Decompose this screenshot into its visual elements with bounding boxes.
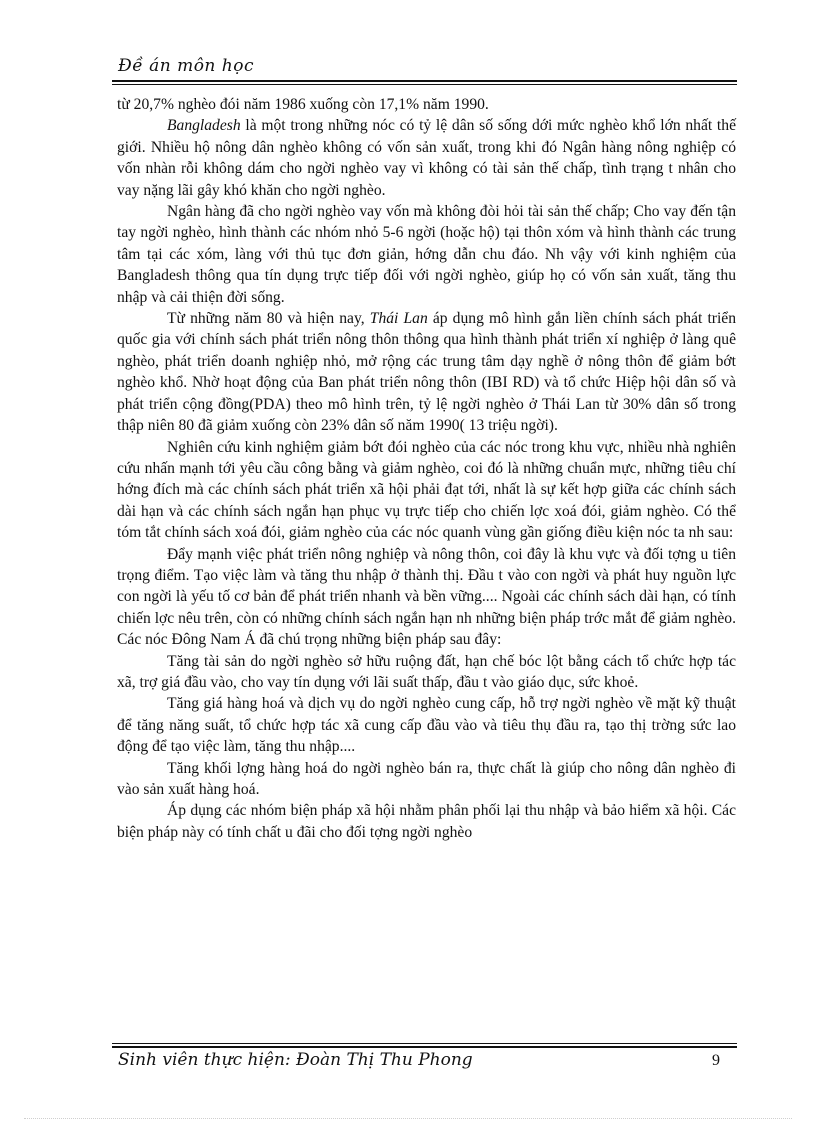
footer-rule-thick: [112, 1046, 737, 1048]
header-rule-thin: [112, 84, 737, 85]
paragraph: [117, 693, 736, 757]
header-title: Đề án môn học: [118, 56, 254, 76]
paragraph: [117, 94, 736, 115]
body-text: [117, 94, 736, 843]
paragraph-text: Tăng giá hàng hoá và dịch vụ do ngời nghèo cung cấp, hỗ trợ ngời nghèo về mặt kỹ thuật để tăng năng suất, tổ chức hợp tác xã cung cấp đầu vào và tiêu thụ đầu ra, tạo thị trờng sức lao động để tạo việc làm, tăng thu nhập....: [117, 695, 736, 756]
paragraph-text: Tăng khối lợng hàng hoá do ngời nghèo bán ra, thực chất là giúp cho nông dân nghèo đi vào sản xuất hàng hoá.: [117, 759, 736, 798]
page-bottom-divider: [24, 1118, 792, 1119]
paragraph: [117, 437, 736, 544]
paragraph-text: từ 20,7% nghèo đói năm 1986 xuống còn 17,1% năm 1990.: [117, 96, 489, 113]
paragraph: [117, 115, 736, 201]
footer-rule-thin: [112, 1043, 737, 1044]
country-name: Bangladesh: [167, 117, 241, 135]
header-rule-thick: [112, 80, 737, 82]
paragraph-text: Tăng tài sản do ngời nghèo sở hữu ruộng đất, hạn chế bóc lột bằng cách tổ chức hợp tác xã, trợ giá đầu vào, cho vay tín dụng với lãi suất thấp, đầu t vào giáo dục, sức khoẻ.: [117, 652, 736, 691]
paragraph: [117, 308, 736, 436]
paragraph: [117, 651, 736, 694]
country-name: Thái Lan: [369, 310, 428, 328]
paragraph: [117, 800, 736, 843]
paragraph: [117, 758, 736, 801]
paragraph-text: Áp dụng các nhóm biện pháp xã hội nhằm phân phối lại thu nhập và bảo hiểm xã hội. Các biện pháp này có tính chất u đãi cho đối tợng ngời nghèo: [117, 802, 736, 841]
paragraph: [117, 544, 736, 651]
paragraph-text: Từ những năm 80 và hiện nay,: [167, 310, 370, 328]
page-number: 9: [712, 1052, 720, 1069]
paragraph-text: Đẩy mạnh việc phát triển nông nghiệp và nông thôn, coi đây là khu vực và đối tợng u tiên trọng điểm. Tạo việc làm và tăng thu nhập ở thành thị. Đầu t vào con ngời và phát huy nguồn lực con ngời là yếu tố cơ bản để phát triển nhanh và bền vững.... Ngoài các chính sách dài hạn, có tính chiến lợc nêu trên, còn có những chính sách ngắn hạn nh những biện pháp trớc mắt để giảm nghèo. Các nóc Đông Nam Á đã chú trọng những biện pháp sau đây:: [117, 545, 736, 649]
paragraph-text: áp dụng mô hình gắn liền chính sách phát triển quốc gia với chính sách phát triển nông thôn thông qua hình thành phát triển xí nghiệp ở làng quê nghèo, phát triển doanh nghiệp nhỏ, mở rộng các trung tâm dạy nghề ở nông thôn để giảm bớt nghèo khổ. Nhờ hoạt động của Ban phát triển nông thôn (IBI RD) và tổ chức Hiệp hội dân số và phát triển cộng đồng(PDA) theo mô hình trên, tỷ lệ ngời nghèo ở Thái Lan từ 30% dân số trong thập niên 80 đã giảm xuống còn 23% dân số năm 1990( 13 triệu ngời).: [117, 310, 737, 435]
paragraph: [117, 201, 736, 308]
paragraph-text: Nghiên cứu kinh nghiệm giảm bớt đói nghèo của các nóc trong khu vực, nhiều nhà nghiên cứu nhấn mạnh tới yêu cầu công bằng và giảm nghèo, coi đó là những chuẩn mực, những tiêu chí hớng đích mà các chính sách phát triển xã hội phải đạt tới, nhất là sự kết hợp giữa các chính sách dài hạn và các chính sách ngắn hạn phục vụ trực tiếp cho chiến lợc xoá đói, giảm nghèo. Có thể tóm tắt chính sách xoá đói, giảm nghèo của các nóc quanh vùng gần giống điều kiện nóc ta nh sau:: [117, 438, 736, 542]
paragraph-text: là một trong những nóc có tỷ lệ dân số sống dới mức nghèo khổ lớn nhất thế giới. Nhiều hộ nông dân nghèo không có vốn sản xuất, trong khi đó Ngân hàng nông nghiệp có vốn nhàn rỗi không dám cho ngời nghèo vay vì không có tài sản thế chấp, tình trạng t nhân cho vay nặng lãi gây khó khăn cho ngời nghèo.: [117, 117, 736, 199]
paragraph-text: Ngân hàng đã cho ngời nghèo vay vốn mà không đòi hỏi tài sản thế chấp; Cho vay đến tận tay ngời nghèo, hình thành các nhóm nhỏ 5-6 ngời (hoặc hộ) tại thôn xóm và hình thành các trung tâm tại các xóm, làng với thủ tục đơn giản, hớng dẫn chu đáo. Nh vậy với kinh nghiệm của Bangladesh thông qua tín dụng trực tiếp đối với ngời nghèo, giúp họ có vốn sản xuất, tăng thu nhập và cải thiện đời sống.: [117, 203, 736, 306]
footer-author: Sinh viên thực hiện: Đoàn Thị Thu Phong: [118, 1050, 473, 1070]
